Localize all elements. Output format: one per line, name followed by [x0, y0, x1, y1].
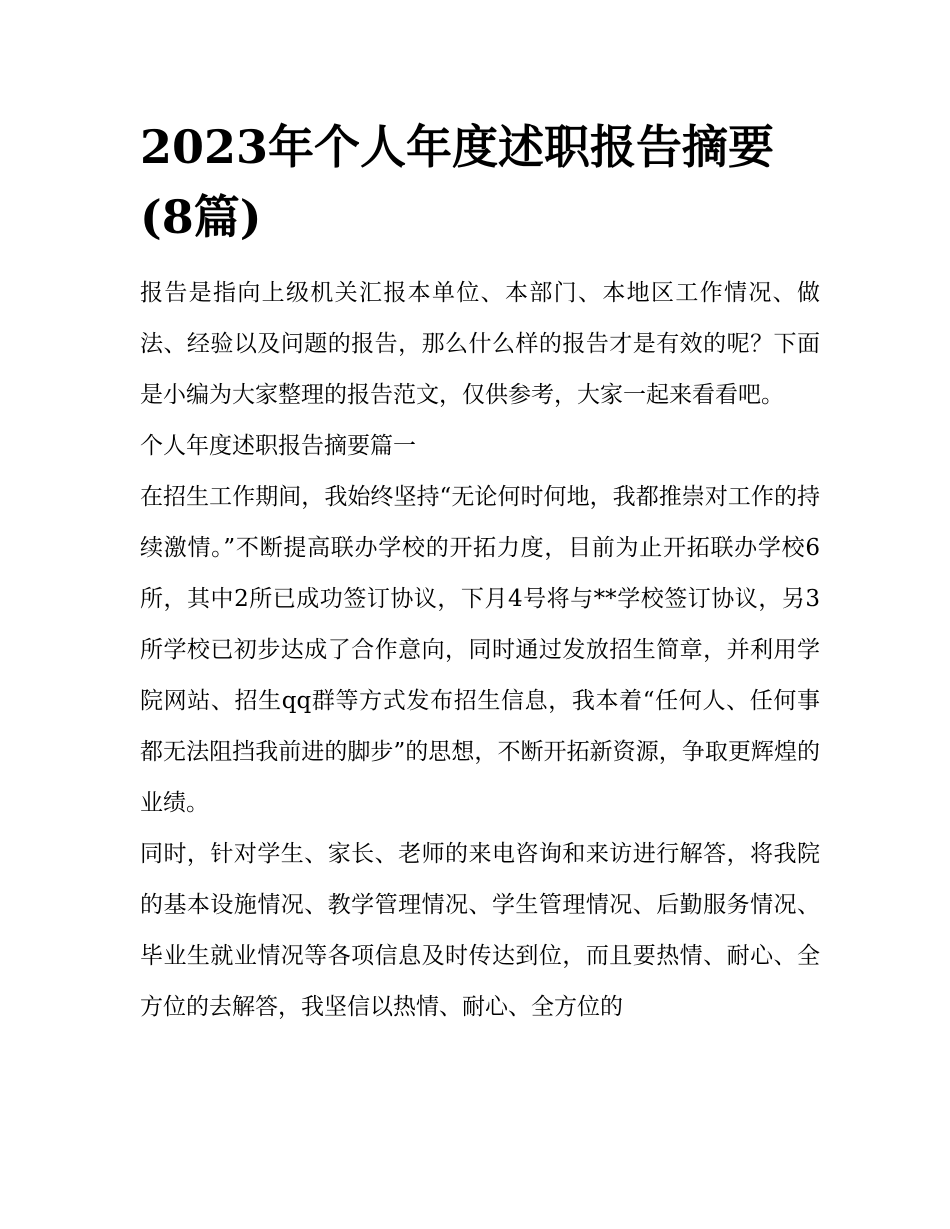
document-title: 2023年个人年度述职报告摘要(8篇)	[140, 120, 775, 244]
intro-paragraph: 报告是指向上级机关汇报本单位、本部门、本地区工作情况、做法、经验以及问题的报告，那么什么样的报告才是有效的呢？下面是小编为大家整理的报告范文，仅供参考，大家一起来看看吧。	[140, 280, 820, 408]
body-paragraph-1: 在招生工作期间，我始终坚持“无论何时何地，我都推崇对工作的持续激情。”不断提高联办学校的开拓力度，目前为止开拓联办学校6所，其中2所已成功签订协议，下月4号将与**学校签订协议，另3所学校已初步达成了合作意向，同时通过发放招生简章，并利用学院网站、招生qq群等方式发布招生信息，我本着“任何人、任何事都无法阻挡我前进的脚步”的思想，不断开拓新资源，争取更辉煌的业绩。	[140, 484, 820, 816]
document-body	[140, 112, 820, 1033]
body-paragraph-2: 同时，针对学生、家长、老师的来电咨询和来访进行解答，将我院的基本设施情况、教学管理情况、学生管理情况、后勤服务情况、毕业生就业情况等各项信息及时传达到位，而且要热情、耐心、全方位的去解答，我坚信以热情、耐心、全方位的	[140, 841, 820, 1020]
section-heading: 个人年度述职报告摘要篇一	[140, 433, 416, 459]
